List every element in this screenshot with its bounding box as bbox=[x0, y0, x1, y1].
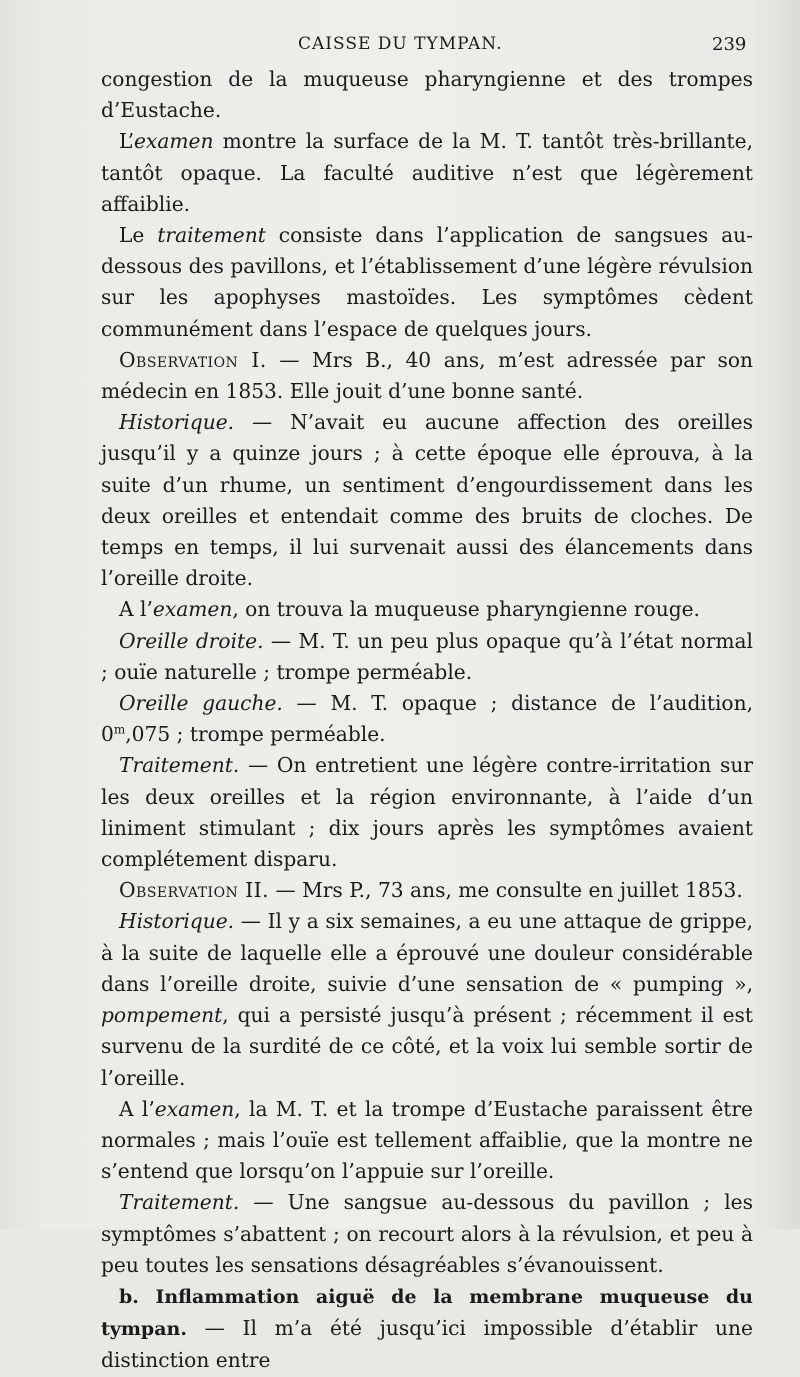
paragraph: Le traitement consiste dans l’application de sangsues au-dessous des pavillons, et l’établissement d’une légère révulsion sur les apophyses mastoïdes. Les symptômes cèdent communément dans l’espace de quelques jours. bbox=[101, 223, 753, 341]
observation-label: Observation II. bbox=[119, 878, 270, 903]
observation-label: Observation I. bbox=[119, 347, 267, 372]
paragraph: L’examen montre la surface de la M. T. tantôt très-brillante, tantôt opaque. La faculté auditive n’est que légèrement affaiblie. bbox=[101, 129, 753, 216]
paragraph: Oreille gauche. — M. T. opaque ; distance de l’audition, 0$^m$,075 ; trompe perméable. bbox=[101, 691, 753, 747]
section-paragraph: b. Inflammation aiguë de la membrane muqueuse du tympan. — Il m’a été jusqu’ici impossible d’établir une distinction entre bbox=[101, 1285, 753, 1373]
paragraph: congestion de la muqueuse pharyngienne et des trompes d’Eustache. bbox=[101, 67, 753, 123]
paragraph: Traitement. — Une sangsue au-dessous du pavillon ; les symptômes s’abattent ; on recourt alors à la révulsion, et peu à peu toutes les sensations désagréables s’évanouissent. bbox=[101, 1190, 753, 1277]
section-subheading: b. Inflammation aiguë de la membrane muqueuse du tympan. bbox=[101, 1285, 753, 1341]
paragraph: A l’examen, on trouva la muqueuse pharyngienne rouge. bbox=[119, 597, 700, 622]
page-number: 239 bbox=[712, 34, 747, 55]
paragraph: A l’examen, la M. T. et la trompe d’Eustache paraissent être normales ; mais l’ouïe est tellement affaiblie, que la montre ne s’entend que lorsqu’on l’appuie sur l’oreille. bbox=[101, 1096, 753, 1184]
observation-1: Observation I. — Mrs B., 40 ans, m’est adressée par son médecin en 1853. Elle jouit d’une bonne santé. bbox=[101, 347, 753, 404]
paragraph: Historique. — N’avait eu aucune affection des oreilles jusqu’il y a quinze jours ; à cette époque elle éprouva, à la suite d’un rhume, un sentiment d’engourdissement dans les deux oreilles et entendait comme des bruits de cloches. De temps en temps, il lui survenait aussi des élancements dans l’oreille droite. bbox=[101, 410, 753, 591]
paragraph: Oreille droite. — M. T. un peu plus opaque qu’à l’état normal ; ouïe naturelle ; trompe perméable. bbox=[101, 628, 754, 684]
observation-2: Observation II. — Mrs P., 73 ans, me consulte en juillet 1853. bbox=[119, 878, 743, 903]
paragraph: Traitement. — On entretient une légère contre-irritation sur les deux oreilles et la région environnante, à l’aide d’un liniment stimulant ; dix jours après les symptômes avaient complétement disparu. bbox=[101, 753, 753, 872]
page-header bbox=[0, 34, 800, 58]
page-body bbox=[101, 64, 753, 1377]
paragraph: Historique. — Il y a six semaines, a eu une attaque de grippe, à la suite de laquelle elle a éprouvé une douleur considérable dans l’oreille droite, suivie d’une sensation de « pumping », pompement, qui a persisté jusqu’à présent ; récemment il est survenu de la surdité de ce côté, et la voix lui semble sortir de l’oreille. bbox=[101, 909, 753, 1090]
running-title: CAISSE DU TYMPAN. bbox=[298, 34, 503, 54]
